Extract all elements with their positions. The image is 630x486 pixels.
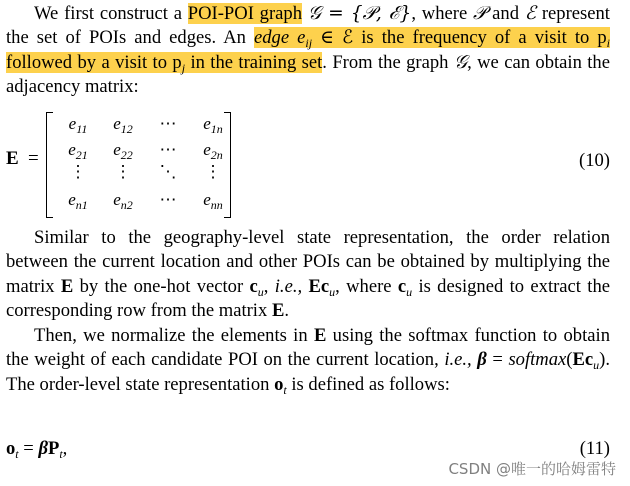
text-run: We first construct a — [34, 3, 188, 24]
subscript: t — [283, 382, 287, 397]
matrix-label: E — [6, 148, 19, 169]
text-run: edge e — [253, 27, 306, 49]
matrix-entry: $e_{n2}$ — [113, 190, 133, 212]
math-c-bold: c — [397, 275, 407, 297]
math-o-bold: o — [274, 373, 284, 395]
text-run: . From the graph — [322, 51, 454, 73]
matrix-entry: ⋯ — [159, 190, 177, 209]
matrix-entry: ⋱ — [159, 162, 177, 181]
math-softmax: softmax — [508, 349, 567, 371]
text-run: , we can obtain the adjacency matrix: — [6, 51, 610, 98]
highlight-poi-graph: POI-POI graph — [187, 3, 303, 24]
math-P-bold: P — [47, 438, 60, 459]
text-run: ( — [566, 349, 573, 371]
text-run: ). The order-level state representation — [6, 349, 610, 395]
matrix-entry: $e_{11}$ — [68, 114, 88, 136]
text-run: in the training set — [185, 51, 323, 73]
text-run: Similar to the geography-level state representation, the order relation between the current location and other POIs can be obtained by multiplying the matrix — [6, 227, 610, 297]
equation-11 — [6, 438, 610, 460]
text-run: , where — [335, 275, 398, 297]
subscript: u — [593, 358, 600, 373]
equation-number-10: (10) — [579, 150, 610, 171]
text-run: by the one-hot vector — [73, 275, 250, 297]
matrix-entry: ⋮ — [114, 162, 132, 181]
math-G: 𝒢 — [453, 51, 468, 73]
equation-10 — [6, 110, 610, 220]
math-E: ℰ — [524, 3, 537, 24]
matrix-entry: ⋮ — [204, 162, 222, 181]
subscript: ij — [305, 36, 313, 51]
csdn-watermark: CSDN @唯一的哈姆雷特 — [448, 460, 616, 478]
comma: , — [62, 438, 68, 459]
subscript: j — [181, 60, 186, 75]
subscript: u — [406, 284, 413, 299]
text-ie: i.e., — [274, 275, 303, 297]
subscript: u — [257, 284, 264, 299]
text-run: using the softmax function to obtain the weight of each candidate POI on the current location, — [6, 325, 610, 371]
text-run: ∈ ℰ is the frequency of a visit to p — [312, 27, 607, 49]
equation-number-11: (11) — [579, 438, 610, 459]
math-E-bold: E — [313, 325, 327, 346]
paragraph-order-relation — [6, 226, 610, 324]
subscript: t — [59, 447, 63, 461]
matrix-entry: ⋮ — [69, 162, 87, 181]
text-run: , — [263, 275, 275, 297]
math-o-bold: o — [6, 438, 16, 459]
matrix-entry: ⋯ — [159, 140, 177, 159]
subscript: u — [329, 284, 336, 299]
matrix-entry: $e_{12}$ — [113, 114, 133, 136]
matrix-entry: $e_{1n}$ — [203, 114, 223, 136]
matrix-entry: $e_{2n}$ — [203, 140, 223, 162]
paragraph-graph-intro — [6, 2, 610, 100]
text-run: followed by a visit to p — [6, 51, 182, 73]
math-graph-def: 𝒢 = {𝒫, ℰ} — [307, 3, 412, 24]
text-run: represent the set of POIs and edges. An — [6, 3, 610, 49]
text-run: is designed to extract the corresponding row from the matrix — [6, 275, 611, 322]
math-c-bold: c — [249, 275, 258, 297]
matrix-entry: $e_{nn}$ — [203, 190, 223, 212]
matrix-entry: $e_{n1}$ — [68, 190, 88, 212]
subscript: i — [606, 36, 610, 51]
math-E-bold: E — [271, 300, 285, 322]
matrix-entry: $e_{21}$ — [68, 140, 88, 162]
matrix-entry: ⋯ — [159, 114, 177, 133]
math-Ec-bold: Ec — [308, 275, 330, 297]
text-run: . — [284, 300, 289, 322]
left-bracket — [46, 112, 53, 218]
math-E-bold: E — [60, 275, 74, 297]
math-beta: β — [477, 349, 487, 371]
math-P: 𝒫 — [472, 3, 487, 24]
text-run: is defined as follows: — [286, 373, 450, 395]
math-Ec-bold: Ec — [572, 349, 594, 371]
paragraph-softmax — [6, 324, 610, 397]
matrix-entry: $e_{22}$ — [113, 140, 133, 162]
math-beta: β — [38, 438, 48, 459]
subscript: t — [15, 447, 19, 461]
equals-sign: = — [18, 438, 39, 459]
text-run: and — [486, 3, 525, 24]
text-ie: i.e., — [444, 349, 472, 371]
text-run: Then, we normalize the elements in — [34, 325, 314, 346]
text-run: = — [486, 349, 509, 371]
equals-sign: = — [28, 148, 39, 169]
text-run: , where — [411, 3, 473, 24]
